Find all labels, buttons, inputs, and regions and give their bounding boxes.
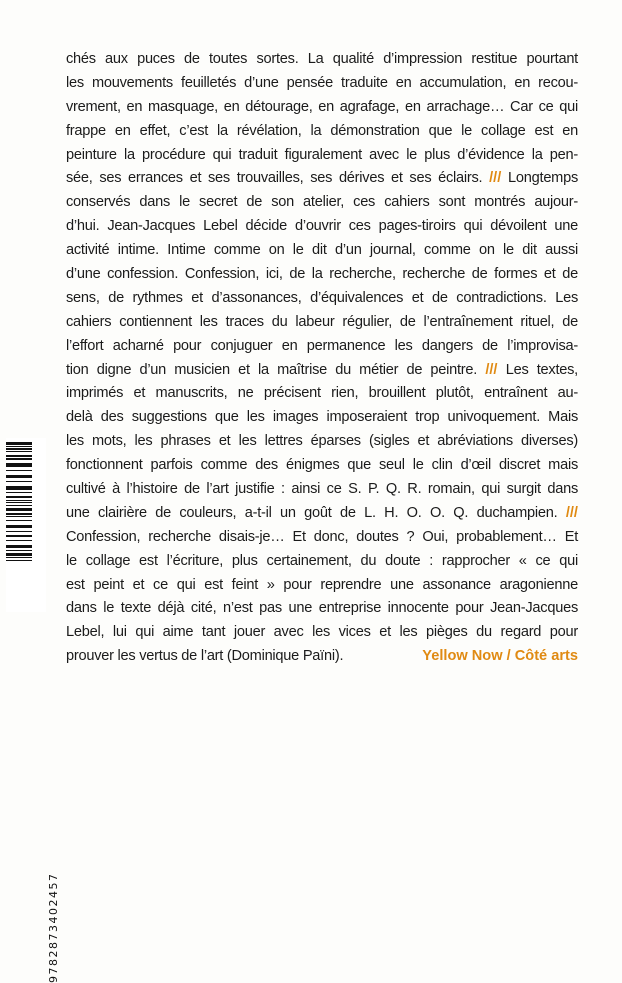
line-text: activité intime. Intime comme on le dit d’un journal, comme on le dit aussi bbox=[66, 242, 578, 259]
isbn-barcode bbox=[6, 438, 60, 983]
barcode-bar bbox=[6, 520, 32, 521]
text-line bbox=[66, 96, 578, 120]
barcode-bar bbox=[6, 531, 32, 532]
text-line bbox=[66, 502, 578, 526]
text-line bbox=[66, 311, 578, 335]
text-line bbox=[66, 263, 578, 287]
text-line bbox=[66, 359, 578, 383]
blurb-text bbox=[66, 48, 578, 669]
text-line bbox=[66, 167, 578, 191]
barcode-bar bbox=[6, 470, 32, 471]
text-line bbox=[66, 215, 578, 239]
line-text: conservés dans le secret de son atelier, ces cahiers sont montrés aujour- bbox=[66, 194, 578, 211]
text-line bbox=[66, 120, 578, 144]
section-separator: /// bbox=[565, 504, 578, 521]
line-text: le collage est l’écriture, plus certainement, du doute : rapprocher « ce qui bbox=[66, 552, 578, 569]
line-segment: Longtemps bbox=[501, 170, 579, 187]
text-line bbox=[66, 48, 578, 72]
line-text: d’une confession. Confession, ici, de la recherche, recherche de formes et de bbox=[66, 266, 578, 283]
line-text: imprimés et manuscrits, ne précisent rien, brouillent plutôt, entraînent au- bbox=[66, 385, 578, 402]
line-segment: Les textes, bbox=[497, 361, 578, 378]
barcode-bar bbox=[6, 463, 32, 467]
line-text: d’hui. Jean-Jacques Lebel décide d’ouvrir ces pages-tiroirs qui dévoilent une bbox=[66, 218, 578, 235]
barcode-bar bbox=[6, 455, 32, 458]
barcode-bar bbox=[6, 553, 32, 556]
barcode-bar bbox=[6, 560, 32, 561]
line-text: l’effort acharné pour conjuguer en permanence les dangers de l’improvisa- bbox=[66, 337, 578, 354]
isbn-number: 9782873402457 bbox=[47, 872, 60, 983]
text-line bbox=[66, 239, 578, 263]
text-line bbox=[66, 287, 578, 311]
text-line bbox=[66, 574, 578, 598]
line-segment: une clairière de couleurs, a-t-il un goût de L. H. O. O. Q. duchampien. bbox=[66, 504, 566, 521]
line-text: les mouvements feuilletés d’une pensée traduite en accumulation, en recou- bbox=[66, 74, 578, 91]
section-separator: /// bbox=[485, 361, 498, 378]
barcode-bar bbox=[6, 550, 32, 551]
line-text: dans le texte déjà cité, n’est pas une entreprise innocente pour Jean-Jacques bbox=[66, 600, 578, 617]
barcode-bar bbox=[6, 486, 32, 490]
text-line bbox=[66, 454, 578, 478]
line-text: Lebel, lui qui aime tant jouer avec les vices et les pièges du regard pour bbox=[66, 624, 578, 641]
line-text: chés aux puces de toutes sortes. La qualité d’impression restitue pourtant bbox=[66, 51, 578, 67]
line-segment: sée, ses errances et ses trouvailles, ses dérives et ses éclairs. bbox=[66, 170, 490, 187]
barcode-bar bbox=[6, 496, 32, 499]
barcode-bar bbox=[6, 446, 32, 447]
barcode-bar bbox=[6, 475, 32, 479]
line-text: est peint et ce qui est feint » pour reprendre une assonance aragonienne bbox=[66, 576, 578, 593]
line-text: prouver les vertus de l’art (Dominique Païni). bbox=[66, 648, 344, 665]
text-line bbox=[66, 597, 578, 621]
text-line bbox=[66, 191, 578, 215]
barcode-bar bbox=[6, 505, 32, 506]
barcode-bar bbox=[6, 513, 32, 514]
barcode-bar bbox=[6, 508, 32, 511]
barcode-bar bbox=[6, 540, 32, 541]
barcode-bar bbox=[6, 535, 32, 538]
barcode-bar bbox=[6, 442, 32, 445]
text-line bbox=[66, 144, 578, 168]
line-text: les mots, les phrases et les lettres éparses (sigles et abréviations diverses) bbox=[66, 433, 578, 450]
line-text: vrement, en masquage, en détourage, en agrafage, en arrachage… Car ce qui bbox=[66, 98, 578, 115]
barcode-bar bbox=[6, 448, 32, 449]
line-text: cultivé à l’histoire de l’art justifie : ainsi ce S. P. Q. R. romain, qui surgit dans bbox=[66, 481, 578, 498]
text-line bbox=[66, 430, 578, 454]
line-text: cahiers contiennent les traces du labeur régulier, de l’entraînement rituel, de bbox=[66, 313, 578, 330]
line-text: sens, de rythmes et d’assonances, d’équivalences et de contradictions. Les bbox=[66, 289, 578, 306]
text-line bbox=[66, 621, 578, 645]
publisher-imprint: Yellow Now / Côté arts bbox=[422, 648, 578, 665]
text-line bbox=[66, 406, 578, 430]
barcode-bar bbox=[6, 516, 32, 517]
barcode-bars bbox=[6, 438, 32, 612]
text-line bbox=[66, 550, 578, 574]
barcode-bar bbox=[6, 557, 32, 558]
line-text: peinture la procédure qui traduit figuralement avec le plus d’évidence la pen- bbox=[66, 146, 578, 163]
barcode-bar bbox=[6, 492, 32, 493]
line-text: delà des suggestions que les images imposeraient trop univoquement. Mais bbox=[66, 409, 578, 426]
line-text: Confession, recherche disais-je… Et donc, doutes ? Oui, probablement… Et bbox=[66, 528, 578, 545]
barcode-bar bbox=[6, 502, 32, 503]
barcode-bar bbox=[6, 500, 32, 501]
line-text: frappe en effet, c’est la révélation, la démonstration que le collage est en bbox=[66, 122, 578, 139]
text-line bbox=[66, 382, 578, 406]
barcode-bar bbox=[6, 525, 32, 529]
line-text: fonctionnent parfois comme des énigmes que seul le clin d’œil discret mais bbox=[66, 457, 578, 474]
barcode-bar bbox=[6, 545, 32, 549]
text-line bbox=[66, 335, 578, 359]
text-line bbox=[66, 526, 578, 550]
text-line bbox=[66, 72, 578, 96]
text-line bbox=[66, 478, 578, 502]
text-line bbox=[66, 645, 578, 669]
barcode-bar bbox=[6, 481, 32, 482]
barcode-bar bbox=[6, 451, 32, 452]
barcode-bar bbox=[6, 458, 32, 459]
section-separator: /// bbox=[489, 170, 502, 187]
line-segment: tion digne d’un musicien et la maîtrise du métier de peintre. bbox=[66, 361, 486, 378]
